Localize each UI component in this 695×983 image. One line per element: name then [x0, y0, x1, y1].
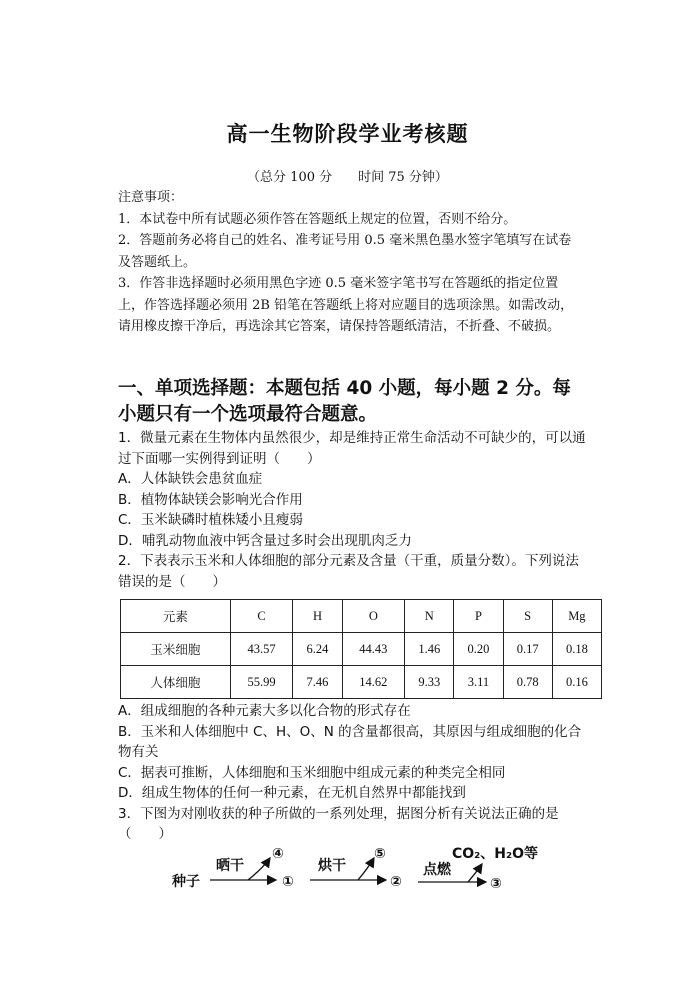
notes-heading: 注意事项： — [118, 190, 184, 205]
exam-subtitle: （总分 100 分 时间 75 分钟） — [247, 170, 448, 185]
step2-branch-arrow — [358, 858, 374, 880]
table-cell: 0.18 — [552, 633, 601, 666]
step3-branch-arrow — [468, 864, 482, 882]
table-header-cell: N — [405, 600, 454, 633]
table-header-cell: 元素 — [121, 600, 231, 633]
notes-item: 2．答题前务必将自己的姓名、准考证号用 0.5 毫米黑色墨水签字笔填写在试卷及答题纸上。 — [118, 233, 572, 270]
table-header-row — [121, 600, 602, 633]
table-cell: 44.43 — [342, 633, 405, 666]
question-2-options — [118, 701, 588, 845]
section-heading: 一、单项选择题：本题包括 40 小题，每小题 2 分。每小题只有一个选项最符合题意。 — [118, 378, 571, 425]
table-header-cell: O — [342, 600, 405, 633]
question-stem: 1．微量元素在生物体内虽然很少，却是维持正常生命活动不可缺少的，可以通过下面哪一实例得到证明（ ） — [118, 430, 586, 467]
diagram-start: 种子 — [172, 874, 200, 890]
table-cell: 14.62 — [342, 666, 405, 699]
notes-item: 1．本试卷中所有试题必须作答在答题纸上规定的位置，否则不给分。 — [118, 211, 517, 227]
table-cell: 9.33 — [405, 666, 454, 699]
table-cell: 7.46 — [293, 666, 342, 699]
table-cell: 55.99 — [230, 666, 293, 699]
seed-process-diagram — [168, 840, 568, 900]
option-d: D．组成生物体的任何一种元素，在无机自然界中都能找到 — [118, 785, 466, 801]
option-d: D．哺乳动物血液中钙含量过多时会出现肌肉乏力 — [118, 532, 412, 549]
option-b: B．植物体缺镁会影响光合作用 — [118, 491, 303, 508]
table-cell: 43.57 — [230, 633, 293, 666]
step1-label: 晒干 — [216, 858, 244, 874]
question-stem: 3．下图为对刚收获的种子所做的一系列处理，据图分析有关说法正确的是（ ） — [118, 805, 559, 842]
option-c: C．玉米缺磷时植株矮小且瘦弱 — [118, 512, 303, 528]
table-cell: 人体细胞 — [121, 666, 231, 699]
step3-result: ③ — [490, 876, 502, 892]
table-header-cell: C — [230, 600, 293, 633]
notes-item: 3．作答非选择题时必须用黑色字迹 0.5 毫米签字笔书写在答题纸的指定位置上，作答选择题必须用 2B 铅笔在答题纸上将对应题目的选项涂黑。如需改动，请用橡皮擦干净后，再选涂其它答案，请保持答题纸清洁，不折叠、不破损。 — [118, 276, 574, 334]
option-c: C．据表可推断，人体细胞和玉米细胞中组成元素的种类完全相同 — [118, 764, 506, 781]
option-a: A．组成细胞的各种元素大多以化合物的形式存在 — [118, 703, 411, 719]
table-row — [121, 666, 602, 699]
page-title: 高一生物阶段学业考核题 — [226, 121, 469, 146]
table-cell: 0.16 — [552, 666, 601, 699]
table-cell: 1.46 — [405, 633, 454, 666]
table-cell: 0.78 — [503, 666, 552, 699]
table-header-cell: P — [454, 600, 503, 633]
table-row — [121, 633, 602, 666]
element-table — [120, 599, 602, 699]
table-cell: 玉米细胞 — [121, 633, 231, 666]
table-header-cell: Mg — [552, 600, 601, 633]
step1-branch: ④ — [272, 846, 284, 862]
option-a: A．人体缺铁会患贫血症 — [118, 471, 263, 487]
option-b: B．玉米和人体细胞中 C、H、O、N 的含量都很高，其原因与组成细胞的化合物有关 — [118, 723, 582, 760]
step3-branch: CO₂、H₂O等 — [452, 846, 539, 862]
table-header-cell: S — [503, 600, 552, 633]
question-stem: 2．下表表示玉米和人体细胞的部分元素及含量（干重，质量分数）。下列说法错误的是（ ） — [118, 553, 579, 590]
step1-result: ① — [282, 874, 294, 890]
table-cell: 6.24 — [293, 633, 342, 666]
table-cell: 3.11 — [454, 666, 503, 699]
step2-label: 烘干 — [318, 858, 346, 874]
table-cell: 0.17 — [503, 633, 552, 666]
question-1 — [118, 428, 588, 592]
step2-branch: ⑤ — [374, 846, 386, 862]
table-header-cell: H — [293, 600, 342, 633]
notes-block — [118, 187, 580, 338]
step1-branch-arrow — [248, 858, 270, 880]
step3-label: 点燃 — [423, 862, 451, 878]
step2-result: ② — [390, 874, 402, 890]
table-cell: 0.20 — [454, 633, 503, 666]
